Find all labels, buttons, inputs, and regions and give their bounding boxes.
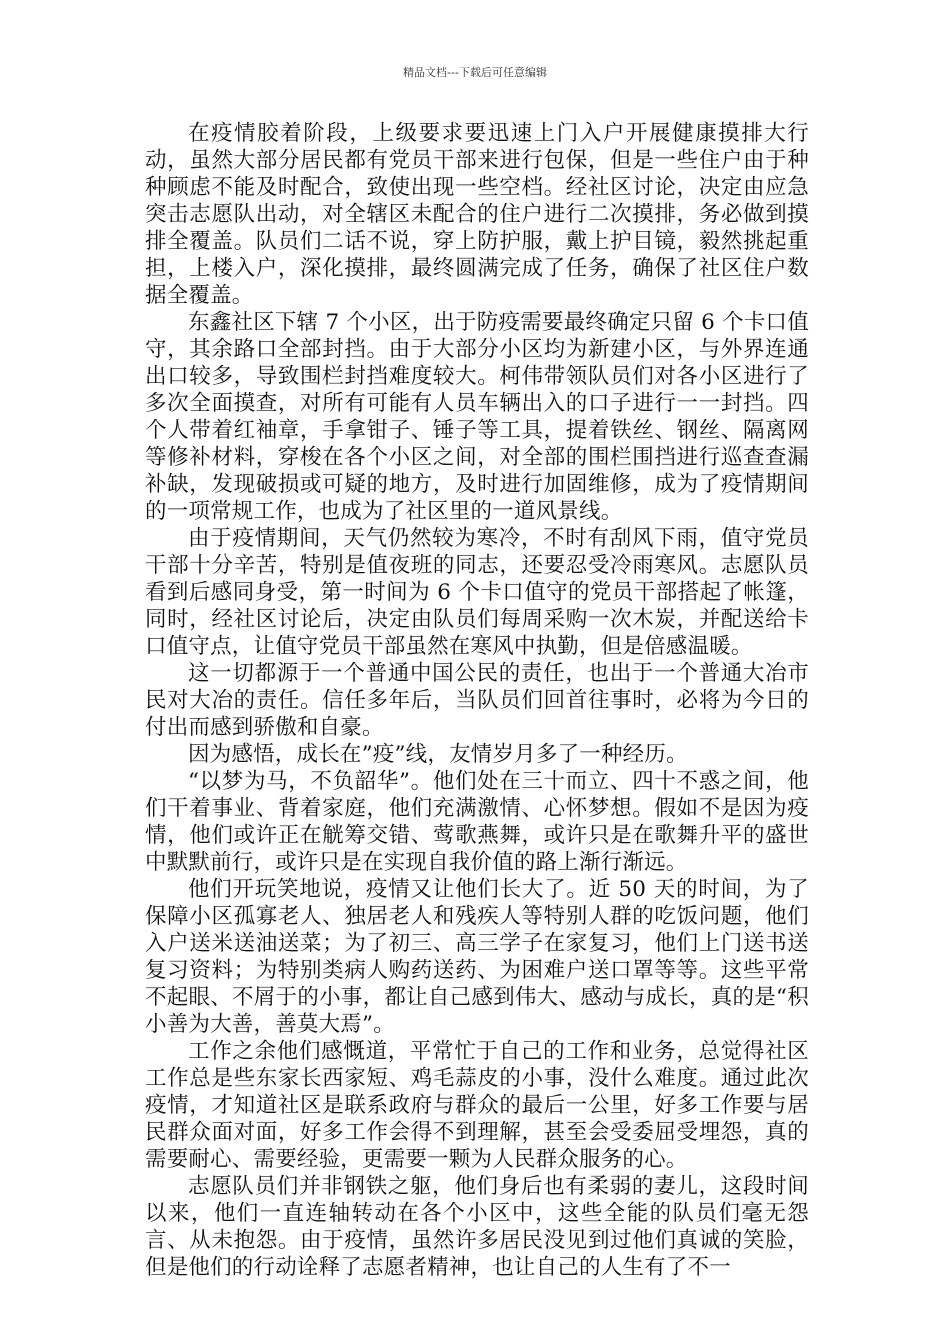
paragraph-5: 因为感悟，成长在”疫”线，友情岁月多了一种经历。 (188, 742, 688, 767)
paragraph-1: 在疫情胶着阶段，上级要求要迅速上门入户开展健康摸排大行动，虽然大部分居民都有党员干部来进行包保，但是一些住户由于种种顾虑不能及时配合，致使出现一些空档。经社区讨论，决定由应急突击志愿队出动，对全辖区未配合的住户进行二次摸排，务必做到摸排全覆盖。队员们二话不说，穿上防护服，戴上护目镜，毅然挑起重担，上楼入户，深化摸排，最终圆满完成了任务，确保了社区住户数据全覆盖。 (145, 121, 809, 308)
paragraph-8: 工作之余他们感慨道，平常忙于自己的工作和业务，总觉得社区工作总是些东家长西家短、鸡毛蒜皮的小事，没什么难度。通过此次疫情，才知道社区是联系政府与群众的最后一公里，好多工作要与居民群众面对面，好多工作会得不到理解，甚至会受委屈受埋怨，真的需要耐心、需要经验，更需要一颗为人民群众服务的心。 (145, 1039, 809, 1172)
page-header: 精品文档---下载后可任意编辑 (403, 66, 547, 79)
paragraph-2: 东鑫社区下辖 7 个小区，出于防疫需要最终确定只留 6 个卡口值守，其余路口全部封挡。由于大部分小区均为新建小区，与外界连通出口较多，导致围栏封挡难度较大。柯伟带领队员们对各小区进行了多次全面摸查，对所有可能有人员车辆出入的口子进行一一封挡。四个人带着红袖章，手拿钳子、锤子等工具，提着铁丝、钢丝、隔离网等修补材料，穿梭在各个小区之间，对全部的围栏围挡进行巡查查漏补缺，发现破损或可疑的地方，及时进行加固维修，成为了疫情期间的一项常规工作，也成为了社区里的一道风景线。 (145, 310, 809, 524)
paragraph-3: 由于疫情期间，天气仍然较为寒冷，不时有刮风下雨，值守党员干部十分辛苦，特别是值夜班的同志，还要忍受冷雨寒风。志愿队员看到后感同身受，第一时间为 6 个卡口值守的党员干部搭起了帐篷，同时，经社区讨论后，决定由队员们每周采购一次木炭，并配送给卡口值守点，让值守党员干部虽然在寒风中执勤，但是倍感温暖。 (145, 526, 809, 659)
paragraph-6: “以梦为马，不负韶华”。他们处在三十而立、四十不惑之间，他们干着事业、背着家庭，他们充满激情、心怀梦想。假如不是因为疫情，他们或许正在觥筹交错、莺歌燕舞，或许只是在歌舞升平的盛世中默默前行，或许只是在实现自我价值的路上渐行渐远。 (145, 769, 809, 875)
paragraph-4: 这一切都源于一个普通中国公民的责任，也出于一个普通大冶市民对大冶的责任。信任多年后，当队员们回首往事时，必将为今日的付出而感到骄傲和自豪。 (145, 661, 809, 740)
paragraph-7: 他们开玩笑地说，疫情又让他们长大了。近 50 天的时间，为了保障小区孤寡老人、独居老人和残疾人等特别人群的吃饭问题，他们入户送米送油送菜；为了初三、高三学子在家复习，他们上门送书送复习资料；为特别类病人购药送药、为困难户送口罩等等。这些平常不起眼、不屑于的小事，都让自己感到伟大、感动与成长，真的是“积小善为大善，善莫大焉”。 (145, 877, 809, 1037)
paragraph-9: 志愿队员们并非钢铁之躯，他们身后也有柔弱的妻儿，这段时间以来，他们一直连轴转动在各个小区中，这些全能的队员们毫无怨言、从未抱怨。由于疫情，虽然许多居民没见到过他们真诚的笑脸，但是他们的行动诠释了志愿者精神，也让自己的人生有了不一 (145, 1174, 809, 1280)
document-body (145, 120, 809, 1281)
